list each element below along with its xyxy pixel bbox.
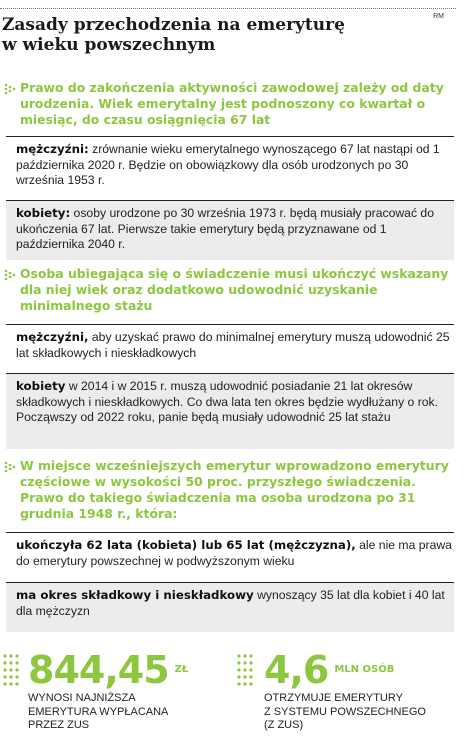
arrow-marker-icon — [3, 268, 17, 282]
stat-caption-line: WYNOSI NAJNIŻSZA — [28, 692, 136, 704]
section-2-lead: Osoba ubiegająca się o świadczenie musi ukończyć wskazany dla niej wiek oraz dodatkowo udowodnić uzyskanie minimalnego stażu — [20, 266, 449, 313]
box-label: kobiety — [16, 379, 66, 393]
dot-pattern-icon — [2, 652, 24, 692]
stat-value: 844,45 — [28, 648, 169, 692]
box-text: osoby urodzone po 30 września 1973 r. będą musiały pracować do ukończenia 67 lat. Pierwsze takie emerytury będą przyznawane od 1 października 2040 r. — [16, 206, 434, 251]
box-text: ale nie ma prawa do emerytury powszechnej w podwyższonym wieku — [16, 538, 452, 568]
box-label: kobiety: — [16, 206, 71, 220]
info-box-men-age — [6, 136, 454, 196]
arrow-marker-icon — [3, 82, 17, 96]
box-label: ukończyła 62 lata (kobieta) lub 65 lat (mężczyzna), — [16, 538, 356, 552]
arrow-marker-icon — [3, 460, 17, 474]
info-box-partial-service — [6, 582, 454, 632]
credit-label: RM — [433, 13, 444, 20]
stat-value: 4,6 — [264, 648, 329, 692]
box-text: wynoszący 35 lat dla kobiet i 40 lat dla mężczyzn — [16, 588, 445, 618]
info-box-men-service — [6, 324, 454, 370]
box-text: aby uzyskać prawo do minimalnej emerytury muszą udowodnić 25 lat składkowych i nieskładkowych — [16, 330, 450, 360]
stat-caption-line: PRZEZ ZUS — [28, 719, 90, 731]
info-box-women-service — [6, 373, 454, 449]
stat-unit: ZŁ — [174, 664, 189, 675]
section-1-lead: Prawo do zakończenia aktywności zawodowej zależy od daty urodzenia. Wiek emerytalny jest podnoszony co kwartał o miesiąc, do czasu osiągnięcia 67 lat — [20, 80, 444, 127]
box-text: zrównanie wieku emerytalnego wynoszącego 67 lat nastąpi od 1 października 2020 r. Będzie on obowiązkowy dla osób urodzonych po 30 września 1953 r. — [16, 142, 440, 187]
section-1 — [0, 80, 458, 128]
stat-caption-line: EMERYTURA WYPŁACANA — [28, 705, 169, 718]
stat-caption-line: (Z ZUS) — [264, 719, 304, 731]
stat-caption — [28, 692, 188, 733]
section-3 — [0, 458, 458, 522]
stat-caption-line: OTRZYMUJE EMERYTURY — [264, 692, 403, 704]
page-title-line1: Zasady przechodzenia na emeryturę — [2, 15, 345, 35]
page-title-line2: w wieku powszechnym — [2, 35, 216, 55]
box-label: mężczyźni: — [16, 142, 89, 156]
stat-min-pension — [28, 650, 188, 733]
box-label: mężczyźni, — [16, 330, 89, 344]
stat-caption-line: Z SYSTEMU POWSZECHNEGO — [264, 705, 426, 718]
section-2 — [0, 266, 458, 314]
top-rule — [0, 8, 456, 9]
stat-caption — [264, 692, 426, 733]
stat-unit: MLN OSÓB — [334, 664, 395, 675]
info-box-women-age — [6, 200, 454, 260]
stat-pensioners — [264, 650, 426, 733]
page-title — [2, 15, 422, 55]
box-text: w 2014 i w 2015 r. muszą udowodnić posiadanie 21 lat okresów składkowych i nieskładkowych. Co dwa lata ten okres będzie wydłużany o rok. Począwszy od 2022 roku, panie będą musiały udowodnić 25 lat stażu — [16, 379, 439, 424]
info-box-partial-age — [6, 532, 454, 578]
section-3-lead: W miejsce wcześniejszych emerytur wprowadzono emerytury częściowe w wysokości 50 proc. przyszłego świadczenia. Prawo do takiego świadczenia ma osoba urodzona po 31 grudnia 1948 r., która: — [20, 458, 449, 521]
dot-pattern-icon — [236, 652, 258, 692]
box-label: ma okres składkowy i nieskładkowy — [16, 588, 254, 602]
